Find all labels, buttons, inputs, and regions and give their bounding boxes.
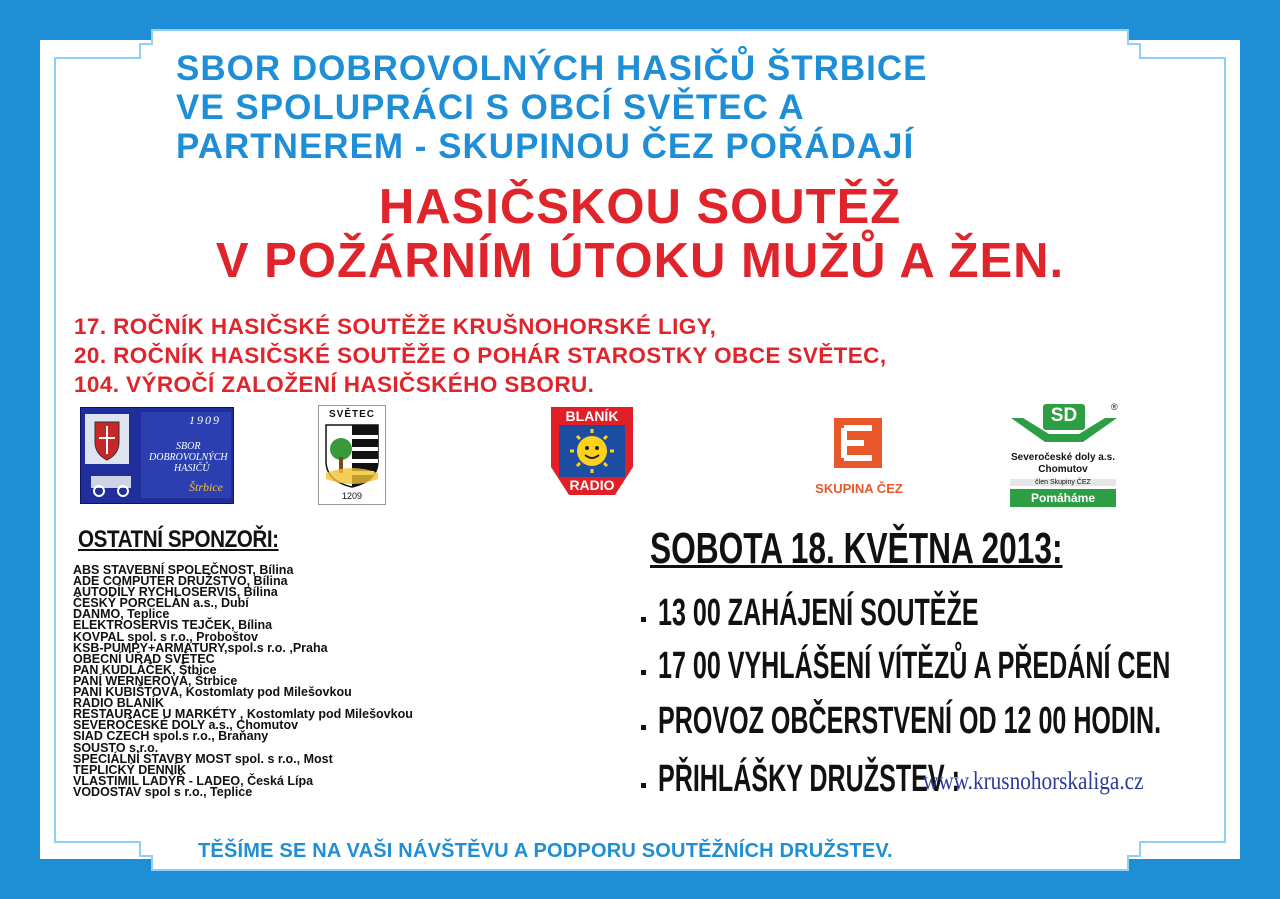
sponsor-item: ČESKÝ PORCELÁN a.s., Dubí [73,596,249,611]
frame-notches [40,18,152,40]
bullet-4 [641,783,646,788]
sd-city: Chomutov [1038,464,1088,475]
sponsors-list [73,565,413,798]
sd-mark-text: SD [1050,405,1078,426]
blanik-top-text: BLANÍK [565,408,619,424]
footer-text: TĚŠÍME SE NA VAŠI NÁVŠTĚVU A PODPORU SOUTĚŽNÍCH DRUŽSTEV. [198,840,893,862]
sponsor-item: PANÍ KUBIŠTOVÁ, Kostomlaty pod Milešovkou [73,685,352,700]
severoceske-doly-logo [1005,402,1130,510]
sd-member: člen Skupiny ČEZ [1010,479,1116,486]
event-title-line-2: V POŽÁRNÍM ÚTOKU MUŽŮ A ŽEN. [215,234,1065,288]
sponsor-item: SPECIÁLNÍ STAVBY MOST spol. s r.o., Most [73,751,333,766]
sponsor-item: RESTAURACE U MARKÉTY , Kostomlaty pod Milešovkou [73,707,413,722]
event-date: SOBOTA 18. KVĚTNA 2013: [650,524,1063,573]
sd-company: Severočeské doly a.s. [1011,452,1115,463]
sponsor-item: VLASTIMIL LADÝŘ - LADEO, Česká Lípa [73,773,314,788]
sd-slogan: Pomáháme [1010,489,1116,507]
sponsor-item: ABS STAVEBNÍ SPOLEČNOST, Bílina [73,563,294,577]
sdh-strbice-logo [80,407,234,504]
registration-link[interactable]: www.krusnohorskaliga.cz [923,768,1144,795]
cez-mark-icon [834,418,882,468]
bullet-1 [641,617,646,622]
sponsors-title: OSTATNÍ SPONZOŘI: [78,526,279,553]
sponsor-item: SOUSTO s.r.o. [73,740,159,755]
svetec-name: SVĚTEC [328,409,375,420]
svetec-shield-icon [324,423,380,489]
sponsor-item: AUTODÍLY RYCHLOSERVIS, Bílina [73,585,278,600]
header-line-1: SBOR DOBROVOLNÝCH HASIČŮ ŠTRBICE [176,49,928,88]
schedule-item-3: PROVOZ OBČERSTVENÍ OD 12 00 HODIN. [658,700,1162,742]
sdh-text-3: HASIČŮ [174,463,210,474]
sponsor-item: SIAD CZECH spol.s r.o., Braňany [73,729,269,744]
sd-registered: ® [1111,402,1118,412]
sponsor-item: SEVEROČESKÉ DOLY a.s., Chomutov [73,718,299,733]
sdh-text-1: SBOR [176,441,201,452]
sdh-emblem [85,414,129,464]
blanik-bottom-text: RADIO [569,477,615,493]
sponsor-item: VODOSTAV spol s r.o., Teplice [73,784,253,799]
schedule-item-2: 17 00 VYHLÁŠENÍ VÍTĚZŮ A PŘEDÁNÍ CEN [658,645,1171,687]
sdh-place: Štrbice [189,480,223,494]
cez-name: SKUPINA ČEZ [815,481,903,496]
svetec-logo [318,405,386,505]
header-line-2: VE SPOLUPRÁCI S OBCÍ SVĚTEC A [176,88,805,127]
sponsor-item: KSB-PUMPY+ARMATURY,spol.s r.o. ,Praha [73,640,328,655]
sponsor-item: ADE COMPUTER DRUŽSTVO, Bílina [73,574,288,589]
anniversary-line-1: 17. ROČNÍK HASIČSKÉ SOUTĚŽE KRUŠNOHORSKÉ LIGY, [74,314,717,339]
sponsor-item: OBECNÍ ÚŘAD SVĚTEC [73,651,215,666]
sdh-text-2: DOBROVOLNÝCH [149,452,228,463]
blanik-radio-logo [543,405,641,497]
sponsor-item: PANÍ WERNEROVÁ, Štrbice [73,673,238,688]
fire-engine-icon [87,470,137,498]
bullet-2 [641,670,646,675]
header-line-3: PARTNEREM - SKUPINOU ČEZ POŘÁDAJÍ [176,127,915,166]
schedule-item-1: 13 00 ZAHÁJENÍ SOUTĚŽE [658,592,979,634]
svetec-year: 1209 [341,491,363,501]
sponsor-item: DANMO, Teplice [73,607,170,622]
sponsor-item: TEPLICKÝ DENNÍK [73,762,187,777]
sdh-year: 1909 [189,413,221,427]
sponsor-item: PAN KUDLÁČEK, Štbice [73,662,217,677]
cez-logo [804,418,914,498]
bullet-3 [641,725,646,730]
sponsor-item: ELEKTROSERVIS TEJČEK, Bílina [73,618,273,633]
sponsor-item: RADIO BLANÍK [73,696,164,711]
sponsor-item: KOVPAL spol. s r.o., Proboštov [73,629,258,644]
schedule-item-4: PŘIHLÁŠKY DRUŽSTEV : [658,758,960,800]
anniversary-line-3: 104. VÝROČÍ ZALOŽENÍ HASIČSKÉHO SBORU. [74,372,595,397]
anniversary-line-2: 20. ROČNÍK HASIČSKÉ SOUTĚŽE O POHÁR STAROSTKY OBCE SVĚTEC, [74,343,887,368]
event-title-line-1: HASIČSKOU SOUTĚŽ [378,180,902,234]
